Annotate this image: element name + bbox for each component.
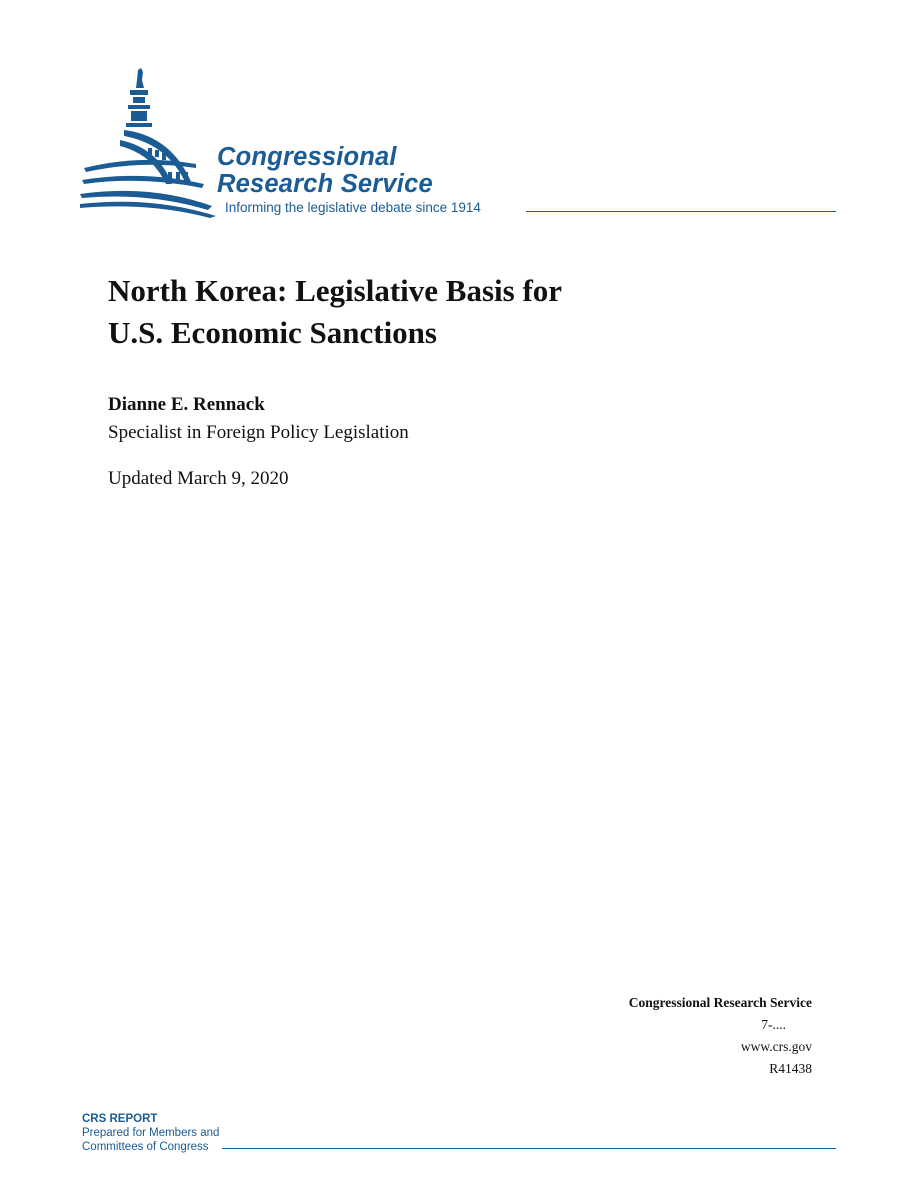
- footer-divider: [222, 1148, 836, 1149]
- report-title-line1: North Korea: Legislative Basis for: [108, 273, 563, 308]
- footer-line1: Prepared for Members and: [82, 1127, 220, 1139]
- logo-divider: [526, 211, 836, 212]
- report-title: [108, 270, 562, 354]
- logo-name-line2: Research Service: [217, 170, 433, 198]
- footer: [82, 1112, 838, 1154]
- report-info-block: [629, 992, 812, 1080]
- logo-tagline: Informing the legislative debate since 1914: [225, 200, 481, 215]
- info-code: 7-....: [761, 1017, 786, 1032]
- info-report-number: R41438: [769, 1061, 812, 1076]
- logo-wordmark: [217, 144, 433, 198]
- capitol-dome-icon: [80, 66, 220, 218]
- info-website-link[interactable]: www.crs.gov: [740, 1039, 812, 1054]
- author-name: Dianne E. Rennack: [108, 394, 265, 415]
- author-title: Specialist in Foreign Policy Legislation: [108, 422, 409, 443]
- footer-line2: Committees of Congress: [82, 1141, 209, 1153]
- logo-name-line1: Congressional: [217, 143, 397, 171]
- crs-logo: [80, 66, 840, 218]
- report-title-line2: U.S. Economic Sanctions: [108, 315, 437, 350]
- report-date: Updated March 9, 2020: [108, 468, 289, 489]
- footer-report-label: CRS REPORT: [82, 1113, 158, 1125]
- info-org: Congressional Research Service: [628, 995, 812, 1010]
